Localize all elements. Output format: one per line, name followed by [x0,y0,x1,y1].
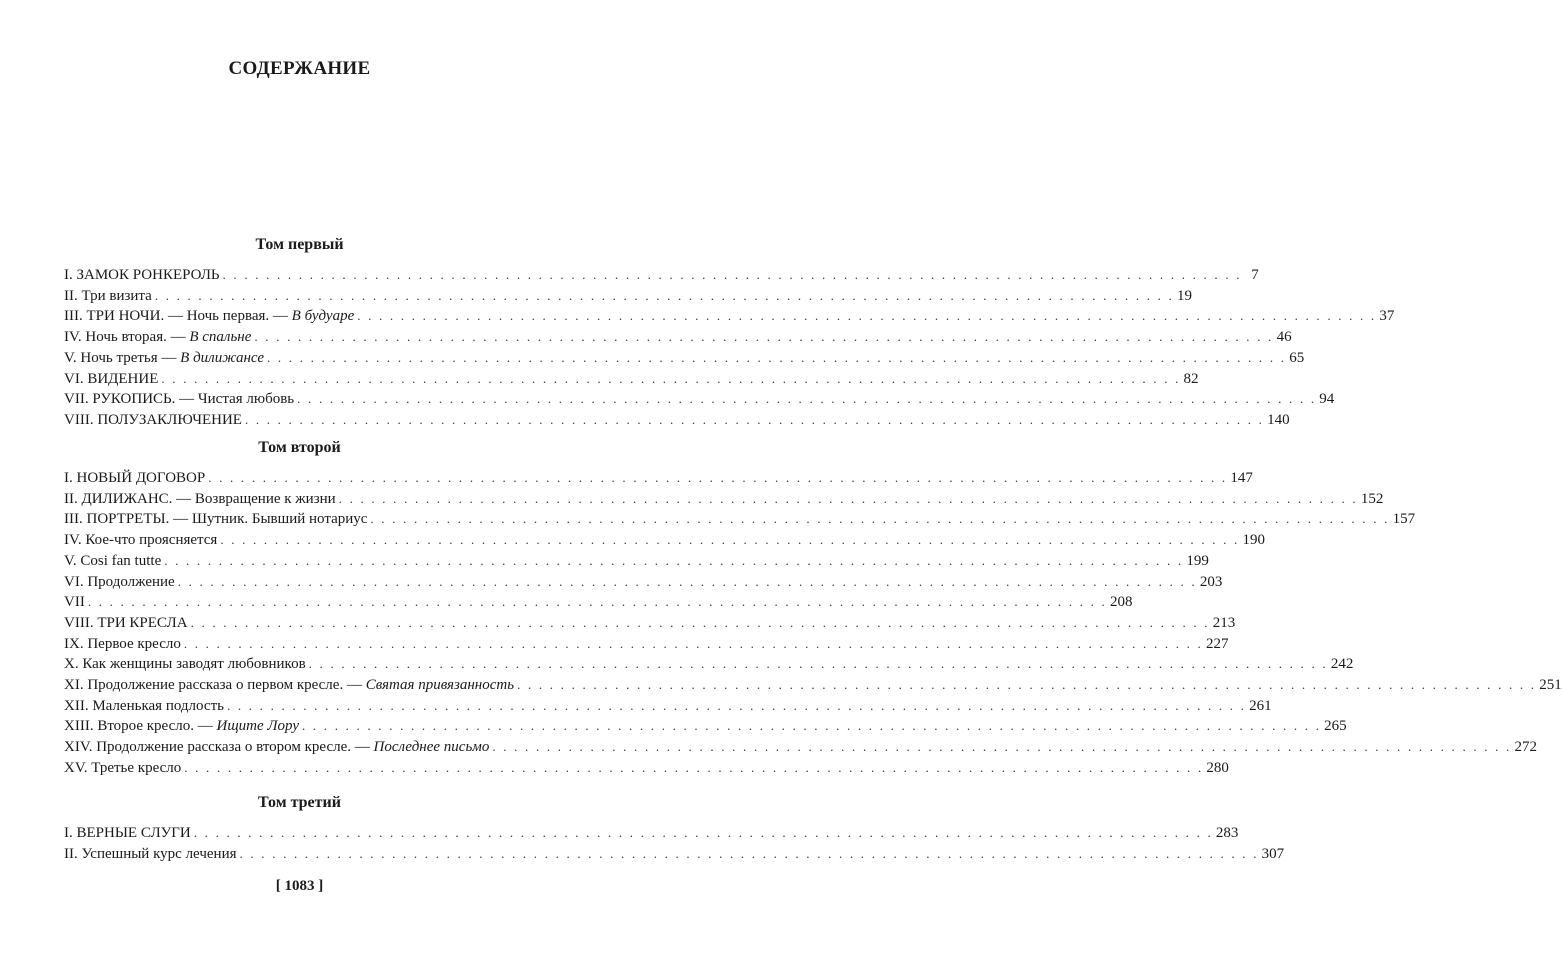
toc-entry-main: X. Как женщины заводят любовников [64,656,306,673]
dot-leader [164,550,1183,571]
toc-entry-main: VIII. ПОЛУЗАКЛЮЧЕНИЕ [64,411,242,428]
toc-entry [64,326,1292,347]
toc-page-number: 65 [1289,349,1305,366]
toc-entry-main: VIII. ТРИ КРЕСЛА [64,614,188,631]
toc-page-number: 157 [1392,511,1416,528]
dot-leader [220,529,1239,550]
dot-leader [178,571,1197,592]
toc-entry-title [64,823,191,844]
dot-leader [184,633,1203,654]
toc-entry [64,715,1347,736]
toc-entry [64,285,1192,306]
dot-leader [309,653,1328,674]
toc-entry [64,674,1562,695]
toc-entry [64,264,1259,285]
toc-page-number: 227 [1206,635,1229,652]
toc-entry [64,508,1416,529]
toc-entry [64,757,1229,778]
toc-entry-main: II. ДИЛИЖАНС. — Возвращение к жизни [64,490,336,507]
toc-page-number: 152 [1360,490,1384,507]
toc-entry-title [64,737,489,758]
toc-entry [64,736,1537,757]
dot-leader [184,757,1203,778]
toc-entry-main: XII. Маленькая подлость [64,697,224,714]
toc-entry-title [64,348,264,369]
toc-page-number: 280 [1206,759,1229,776]
toc-entry-main: XIV. Продолжение рассказа о втором кресле. — [64,739,374,756]
toc-entry [64,305,1395,326]
toc-page-number: 46 [1276,329,1292,346]
toc-entry-title [64,410,242,431]
toc-page-number: 7 [1251,267,1259,283]
toc-entry [64,488,1384,509]
toc-entry-title [64,265,220,286]
toc-page-number: 261 [1249,697,1272,714]
toc-page-number: 199 [1186,552,1209,569]
toc-entry-main: I. ЗАМОК РОНКЕРОЛЬ [64,267,220,283]
toc-page-number: 272 [1514,739,1537,756]
dot-leader [357,305,1376,326]
toc-entry [64,843,1285,864]
toc-page-number: 208 [1109,594,1133,611]
toc-entry-title [64,306,354,327]
dot-leader [492,736,1511,757]
dot-leader [339,488,1358,509]
toc-entry-title [64,844,237,865]
dot-leader [240,843,1259,864]
toc-entry-title [64,716,299,737]
toc-entry-subtitle: Святая привязанность [365,677,515,693]
volume-heading: Том второй [258,439,341,456]
toc-entry-subtitle: В спальне [189,329,252,346]
toc-entry-main: V. Ночь третья — [64,349,181,366]
dot-leader [297,388,1316,409]
dot-leader [245,409,1264,430]
toc-entry-title [64,572,175,593]
toc-entry-main: V. Cosi fan tutte [64,552,162,569]
toc-entry-title [64,530,217,551]
toc-entry-title [64,675,514,696]
toc-entry-subtitle: В будуаре [291,308,355,325]
dot-leader [194,822,1213,843]
toc-entry [64,388,1335,409]
toc-entry-main: I. НОВЫЙ ДОГОВОР [64,470,206,486]
toc-entry-title [64,509,367,530]
toc-entry-main: II. Успешный курс лечения [64,845,237,862]
toc-entry [64,467,1253,488]
toc-page-number: 213 [1212,614,1236,631]
dot-leader [517,674,1536,695]
toc-entry [64,633,1229,654]
toc-entry [64,571,1223,592]
toc-entry-main: VII. РУКОПИСЬ. — Чистая любовь [64,391,295,408]
toc-entry-title [64,592,85,613]
toc-entry [64,347,1305,368]
toc-entry [64,822,1239,843]
page-title: СОДЕРЖАНИЕ [228,58,371,79]
toc-entry-title [64,654,306,675]
toc-entry [64,591,1133,612]
toc-entry-main: VI. ВИДЕНИЕ [64,370,159,387]
toc-entry [64,612,1236,633]
toc-entry-title [64,389,294,410]
dot-leader [267,347,1286,368]
toc-entry-subtitle: Последнее письмо [373,739,490,756]
toc-entry-subtitle: Ищите Лору [216,718,299,735]
toc-entry-main: IX. Первое кресло [64,635,181,652]
toc-page-number: 203 [1199,573,1223,590]
volume-heading: Том первый [255,236,344,253]
toc-entry-subtitle: В дилижансе [180,349,265,366]
toc-entry-title [64,613,188,634]
dot-leader [191,612,1210,633]
toc-entry-title [64,551,161,572]
dot-leader [302,715,1321,736]
toc-page-number: 147 [1230,470,1253,486]
toc-entry-title [64,286,152,307]
toc-entry-main: IV. Ночь вторая. — [64,329,190,346]
dot-leader [254,326,1273,347]
dot-leader [161,368,1180,389]
toc-entry [64,550,1209,571]
toc-entry [64,695,1272,716]
toc-entry-title [64,634,181,655]
dot-leader [227,695,1246,716]
volume-heading: Том третий [258,794,341,811]
toc-entry-main: II. Три визита [64,287,152,304]
page-number: [ 1083 ] [275,878,324,894]
toc-entry-main: VI. Продолжение [64,573,175,590]
toc-page-number: 190 [1242,532,1265,549]
toc-entry-main: XIII. Второе кресло. — [64,718,217,735]
toc-page-number: 19 [1176,287,1192,304]
toc-entry-title [64,369,158,390]
toc-entry-main: III. ТРИ НОЧИ. — Ночь первая. — [64,308,292,325]
dot-leader [155,285,1174,306]
toc-page-number: 82 [1183,370,1199,387]
toc-entry-title [64,468,205,489]
toc-page-number: 140 [1267,411,1290,428]
toc-entry [64,529,1265,550]
toc-entry [64,409,1290,430]
toc-entry-main: VII [64,594,85,611]
toc-entry-main: XV. Третье кресло [64,759,182,776]
toc-page-number: 251 [1539,677,1562,693]
toc-entry-main: XI. Продолжение рассказа о первом кресле. — [64,677,366,693]
toc-page-number: 242 [1330,656,1354,673]
toc-entry-title [64,489,336,510]
toc-page-number: 94 [1319,391,1335,408]
toc-entry-title [64,758,181,779]
dot-leader [223,264,1242,285]
toc-page-number: 37 [1379,308,1395,325]
toc-entry-title [64,327,251,348]
toc-page-number: 307 [1261,845,1285,862]
toc-entry-main: I. ВЕРНЫЕ СЛУГИ [64,825,191,841]
toc-entry-title [64,696,224,717]
toc-entry-main: III. ПОРТРЕТЫ. — Шутник. Бывший нотариус [64,511,368,528]
dot-leader [88,591,1107,612]
toc-page-number: 265 [1324,718,1347,735]
toc-entry [64,368,1199,389]
toc-page-number: 283 [1215,825,1239,841]
dot-leader [208,467,1227,488]
toc-entry [64,653,1354,674]
toc-entry-main: IV. Кое-что проясняется [64,532,218,549]
dot-leader [370,508,1389,529]
